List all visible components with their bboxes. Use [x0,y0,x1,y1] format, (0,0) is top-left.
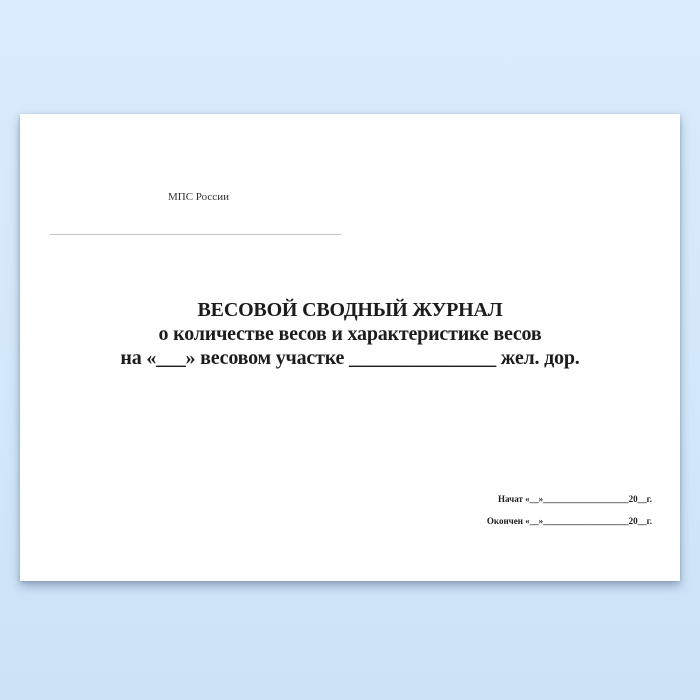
journal-title [20,298,680,370]
title-line-2: о количестве весов и характеристике весов [158,323,542,345]
title-line-3: на «___» весовом участке _______________ жел. дор. [120,347,580,369]
title-line-1: ВЕСОВОЙ СВОДНЫЙ ЖУРНАЛ [197,299,503,321]
journal-cover-page [20,114,680,581]
date-lines-block [487,493,652,527]
start-date-line: Начат «__»___________________20__г. [498,494,652,504]
end-date-line: Окончен «__»___________________20__г. [486,516,652,526]
issuer-label: МПС России [168,191,229,203]
railway-name-blank-line: _____________________________________________________ [50,224,342,236]
